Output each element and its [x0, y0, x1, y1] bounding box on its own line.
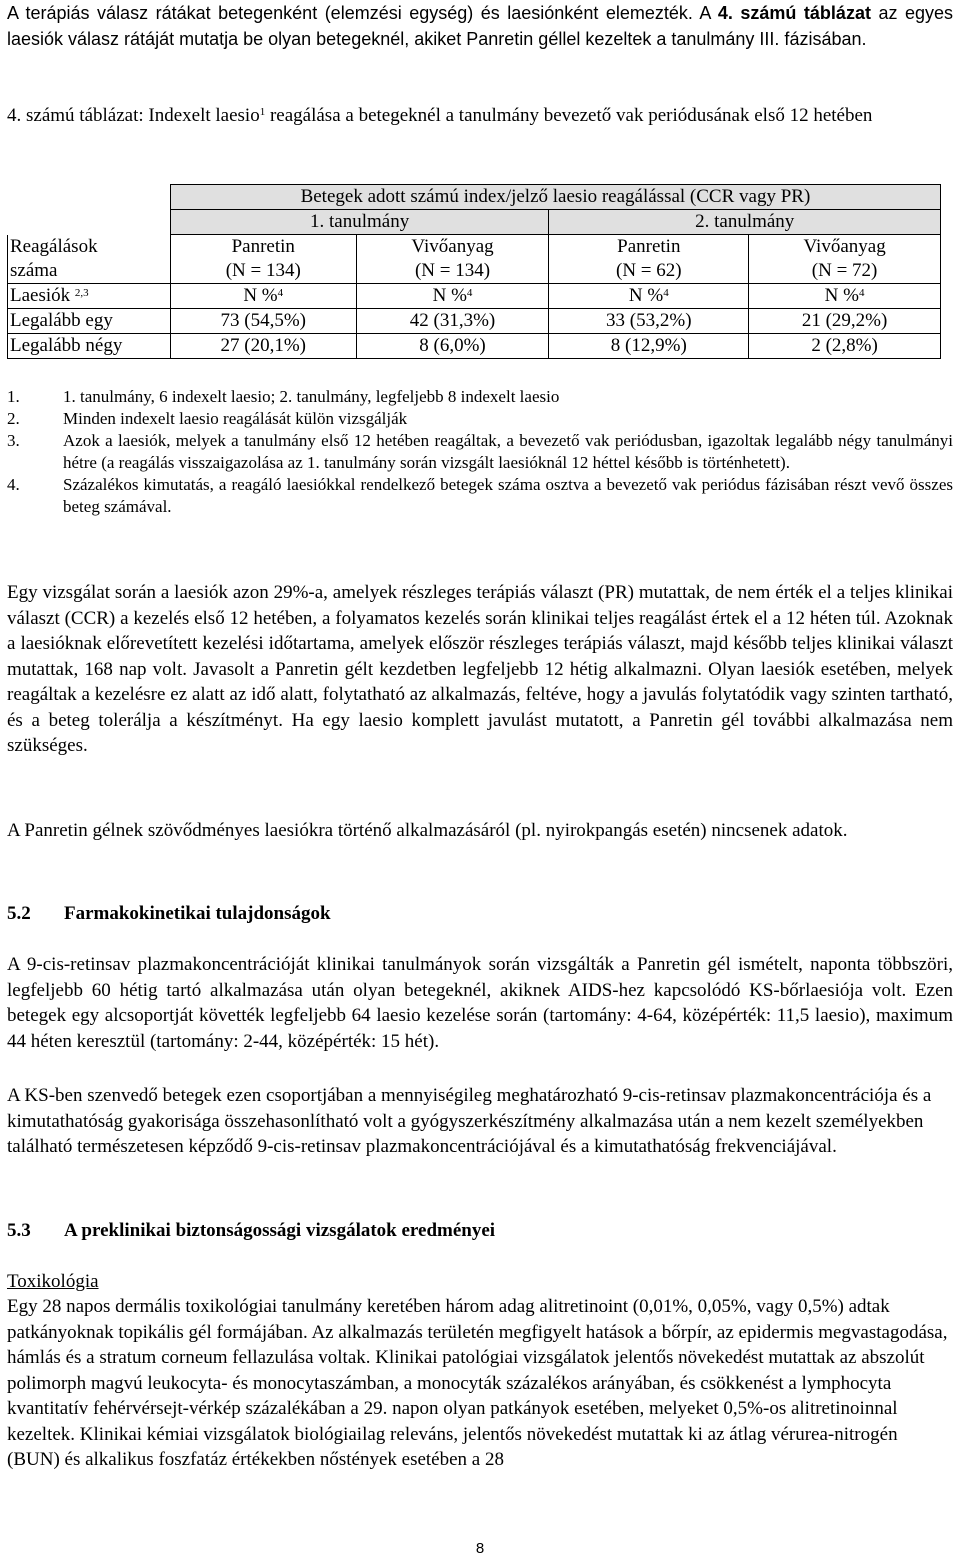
section-number: 5.2 — [7, 903, 31, 924]
section-title: A preklinikai biztonságossági vizsgálatok eredményei — [64, 1220, 496, 1241]
section-heading — [7, 901, 331, 927]
table-caption — [7, 103, 953, 129]
group-name: Panretin — [617, 236, 681, 257]
table-cell: 8 (12,9%) — [549, 334, 749, 359]
footnote-number: 3. — [7, 431, 20, 450]
np-label: N % — [824, 285, 859, 306]
body-paragraph: A 9-cis-retinsav plazmakoncentrációját klinikai tanulmányok során vizsgálták a Panretin gél ismételt, naponta többszöri, legfeljebb 60 hétig tartó alkalmazása után olyan betegeknél, akiknek AIDS-hez kapcsolódó KS-bőrlaesiója volt. Ezen betegek egy alcsoportját követték legfeljebb 64 laesio kezelése során (tartomány: 4-64, középérték: 11,5 laesio), maximum 44 héten keresztül (tartomány: 2-44, középérték: 15 hét). — [7, 954, 953, 1052]
body-paragraph: A Panretin gélnek szövődményes laesiókra történő alkalmazásáról (pl. nyirokpangás esetén) nincsenek adatok. — [7, 820, 848, 841]
np-label: N % — [243, 285, 278, 306]
table-cell: 42 (31,3%) — [356, 309, 549, 334]
np-header — [170, 284, 356, 309]
subsection-heading: Toxikológia — [7, 1271, 99, 1292]
table-reference: 4. számú táblázat — [717, 3, 871, 23]
table-cell: 27 (20,1%) — [170, 334, 356, 359]
np-label: N % — [432, 285, 467, 306]
footnote-number: 4. — [7, 475, 20, 494]
group-n: (N = 62) — [616, 260, 682, 281]
np-footnote-ref: 4 — [663, 287, 669, 299]
table-cell: 2 (2,8%) — [749, 334, 941, 359]
group-header — [749, 235, 941, 284]
footnote — [7, 386, 953, 408]
super-header: Betegek adott számú index/jelző laesio reagálással (CCR vagy PR) — [170, 185, 940, 210]
footnote-text: 1. tanulmány, 6 indexelt laesio; 2. tanulmány, legfeljebb 8 indexelt laesio — [63, 387, 560, 406]
group-name: Vivőanyag — [411, 236, 494, 257]
footnote-text: Százalékos kimutatás, a reagáló laesiókkal rendelkező betegek száma osztva a bevezető vak periódus fázisában részt vevő összes beteg számával. — [63, 475, 953, 516]
table-cell: 8 (6,0%) — [356, 334, 549, 359]
np-footnote-ref: 4 — [858, 287, 865, 299]
table-cell: 33 (53,2%) — [549, 309, 749, 334]
lesions-label-cell — [8, 284, 171, 309]
row-label-line2: száma — [10, 259, 58, 281]
np-footnote-ref: 4 — [466, 287, 473, 299]
table-cell: 21 (29,2%) — [749, 309, 941, 334]
intro-paragraph — [7, 1, 953, 52]
np-header — [749, 284, 941, 309]
page-number: 8 — [475, 1540, 485, 1557]
group-header — [549, 235, 749, 284]
table-row — [8, 309, 941, 334]
group-header — [356, 235, 549, 284]
study1-header: 1. tanulmány — [170, 210, 549, 235]
study2-header: 2. tanulmány — [549, 210, 941, 235]
np-footnote-ref: 4 — [277, 287, 284, 299]
footnote-text: Azok a laesiók, melyek a tanulmány első 12 hetében reagáltak, a bevezető vak periódusban, igazoltak legalább négy tanulmányi hétre (a reagálás visszaigazolása az 1. tanulmány során vizsgált laesióknál 12 héttel később is történhetett). — [63, 431, 953, 472]
group-n: (N = 134) — [414, 260, 491, 281]
lesions-footnote-ref: 2,3 — [74, 287, 89, 299]
group-n: (N = 72) — [811, 260, 878, 281]
table-footnotes — [7, 386, 953, 518]
caption-text-end: reagálása a betegeknél a tanulmány bevezető vak periódusának első 12 hetében — [265, 105, 873, 126]
table-cell: 73 (54,5%) — [170, 309, 356, 334]
footnote-number: 2. — [7, 409, 20, 428]
np-header — [356, 284, 549, 309]
np-label: N % — [628, 285, 664, 306]
section-title: Farmakokinetikai tulajdonságok — [64, 903, 331, 924]
intro-text-end: az egyes laesiók válasz rátáját mutatja be olyan betegeknél, akiket Panretin géllel kezeltek a tanulmány III. fázisában. — [7, 3, 953, 49]
caption-text: 4. számú táblázat: Indexelt laesio — [7, 105, 260, 126]
group-name: Panretin — [231, 236, 295, 257]
footnote — [7, 474, 953, 518]
body-paragraph: Egy 28 napos dermális toxikológiai tanulmány keretében három adag alitretinoint (0,01%, 0,05%, vagy 0,5%) adtak patkányoknak topikális gél formájában. Az alkalmazás területén megfigyelt hatások a bőrpír, az epidermis megvastagodása, hámlás és a stratum corneum fellazulása voltak. Klinikai patológiai vizsgálatok jelentős növekedést mutattak az abszolút polimorph magvú leukocyta- és monocytaszámban, a monocyták százalékos arányában, és csökkenést a lymphocyta kvantitatív fehérvérsejt-vérkép százalékában a 29. napon olyan patkányok esetében, melyeket 0,5%-os alitretinoinnal kezeltek. Klinikai kémiai vizsgálatok biológiailag releváns, jelentős növekedést mutattak ki az átlag vérurea-nitrogén (BUN) és alkalikus foszfatáz értékekben nőstények esetében a 28 — [7, 1296, 948, 1470]
group-n: (N = 134) — [225, 260, 301, 281]
empty-corner-cell — [8, 185, 171, 210]
group-name: Vivőanyag — [803, 236, 886, 257]
lesions-label: Laesiók — [10, 285, 71, 306]
footnote — [7, 430, 953, 474]
footnote — [7, 408, 953, 430]
caption-footnote-ref: 1 — [259, 106, 266, 118]
group-header — [170, 235, 356, 284]
row-label: Legalább egy — [8, 309, 171, 334]
response-table — [7, 184, 941, 359]
section-heading — [7, 1218, 495, 1244]
empty-corner-cell-2 — [8, 210, 171, 235]
footnote-text: Minden indexelt laesio reagálását külön vizsgálják — [63, 409, 408, 428]
footnote-number: 1. — [7, 387, 20, 406]
row-label-header — [8, 235, 171, 284]
intro-text: A terápiás válasz rátákat betegenként (elemzési egység) és laesiónként elemezték. A — [7, 3, 718, 23]
section-number: 5.3 — [7, 1220, 31, 1241]
row-label: Legalább négy — [8, 334, 171, 359]
table-row — [8, 334, 941, 359]
body-paragraph: Egy vizsgálat során a laesiók azon 29%-a, amelyek részleges terápiás választ (PR) mutattak, de nem érték el a teljes klinikai választ (CCR) a kezelés első 12 hetében, a folyamatos kezelés során klinikai teljes reagálást értek el a 12 héten túl. Azoknak a laesióknak előrevetített kezelési időtartama, amelyek először részleges terápiás választ, majd később teljes klinikai választ mutattak, 168 nap volt. Javasolt a Panretin gélt kezdetben legfeljebb 12 hétig alkalmazni. Olyan laesiók esetében, melyek reagáltak a kezelésre ez alatt az idő alatt, folytatható az alkalmazás, feltéve, hogy a javulás folytatódik vagy szinten tartható, és a beteg tolerálja a készítményt. Ha egy laesio komplett javulást mutatott, a Panretin gél további alkalmazása nem szükséges. — [7, 582, 953, 756]
body-paragraph: A KS-ben szenvedő betegek ezen csoportjában a mennyiségileg meghatározható 9-cis-retinsav plazmakoncentrációja és a kimutathatóság gyakorisága összehasonlítható volt a gyógyszerkészítmény alkalmazása után a nem kezelt személyekben található természetesen képződő 9-cis-retinsav plazmakoncentrációjával és a kimutathatóság frekvenciájával. — [7, 1085, 932, 1157]
np-header — [549, 284, 749, 309]
row-label-line1: Reagálások — [10, 235, 98, 257]
